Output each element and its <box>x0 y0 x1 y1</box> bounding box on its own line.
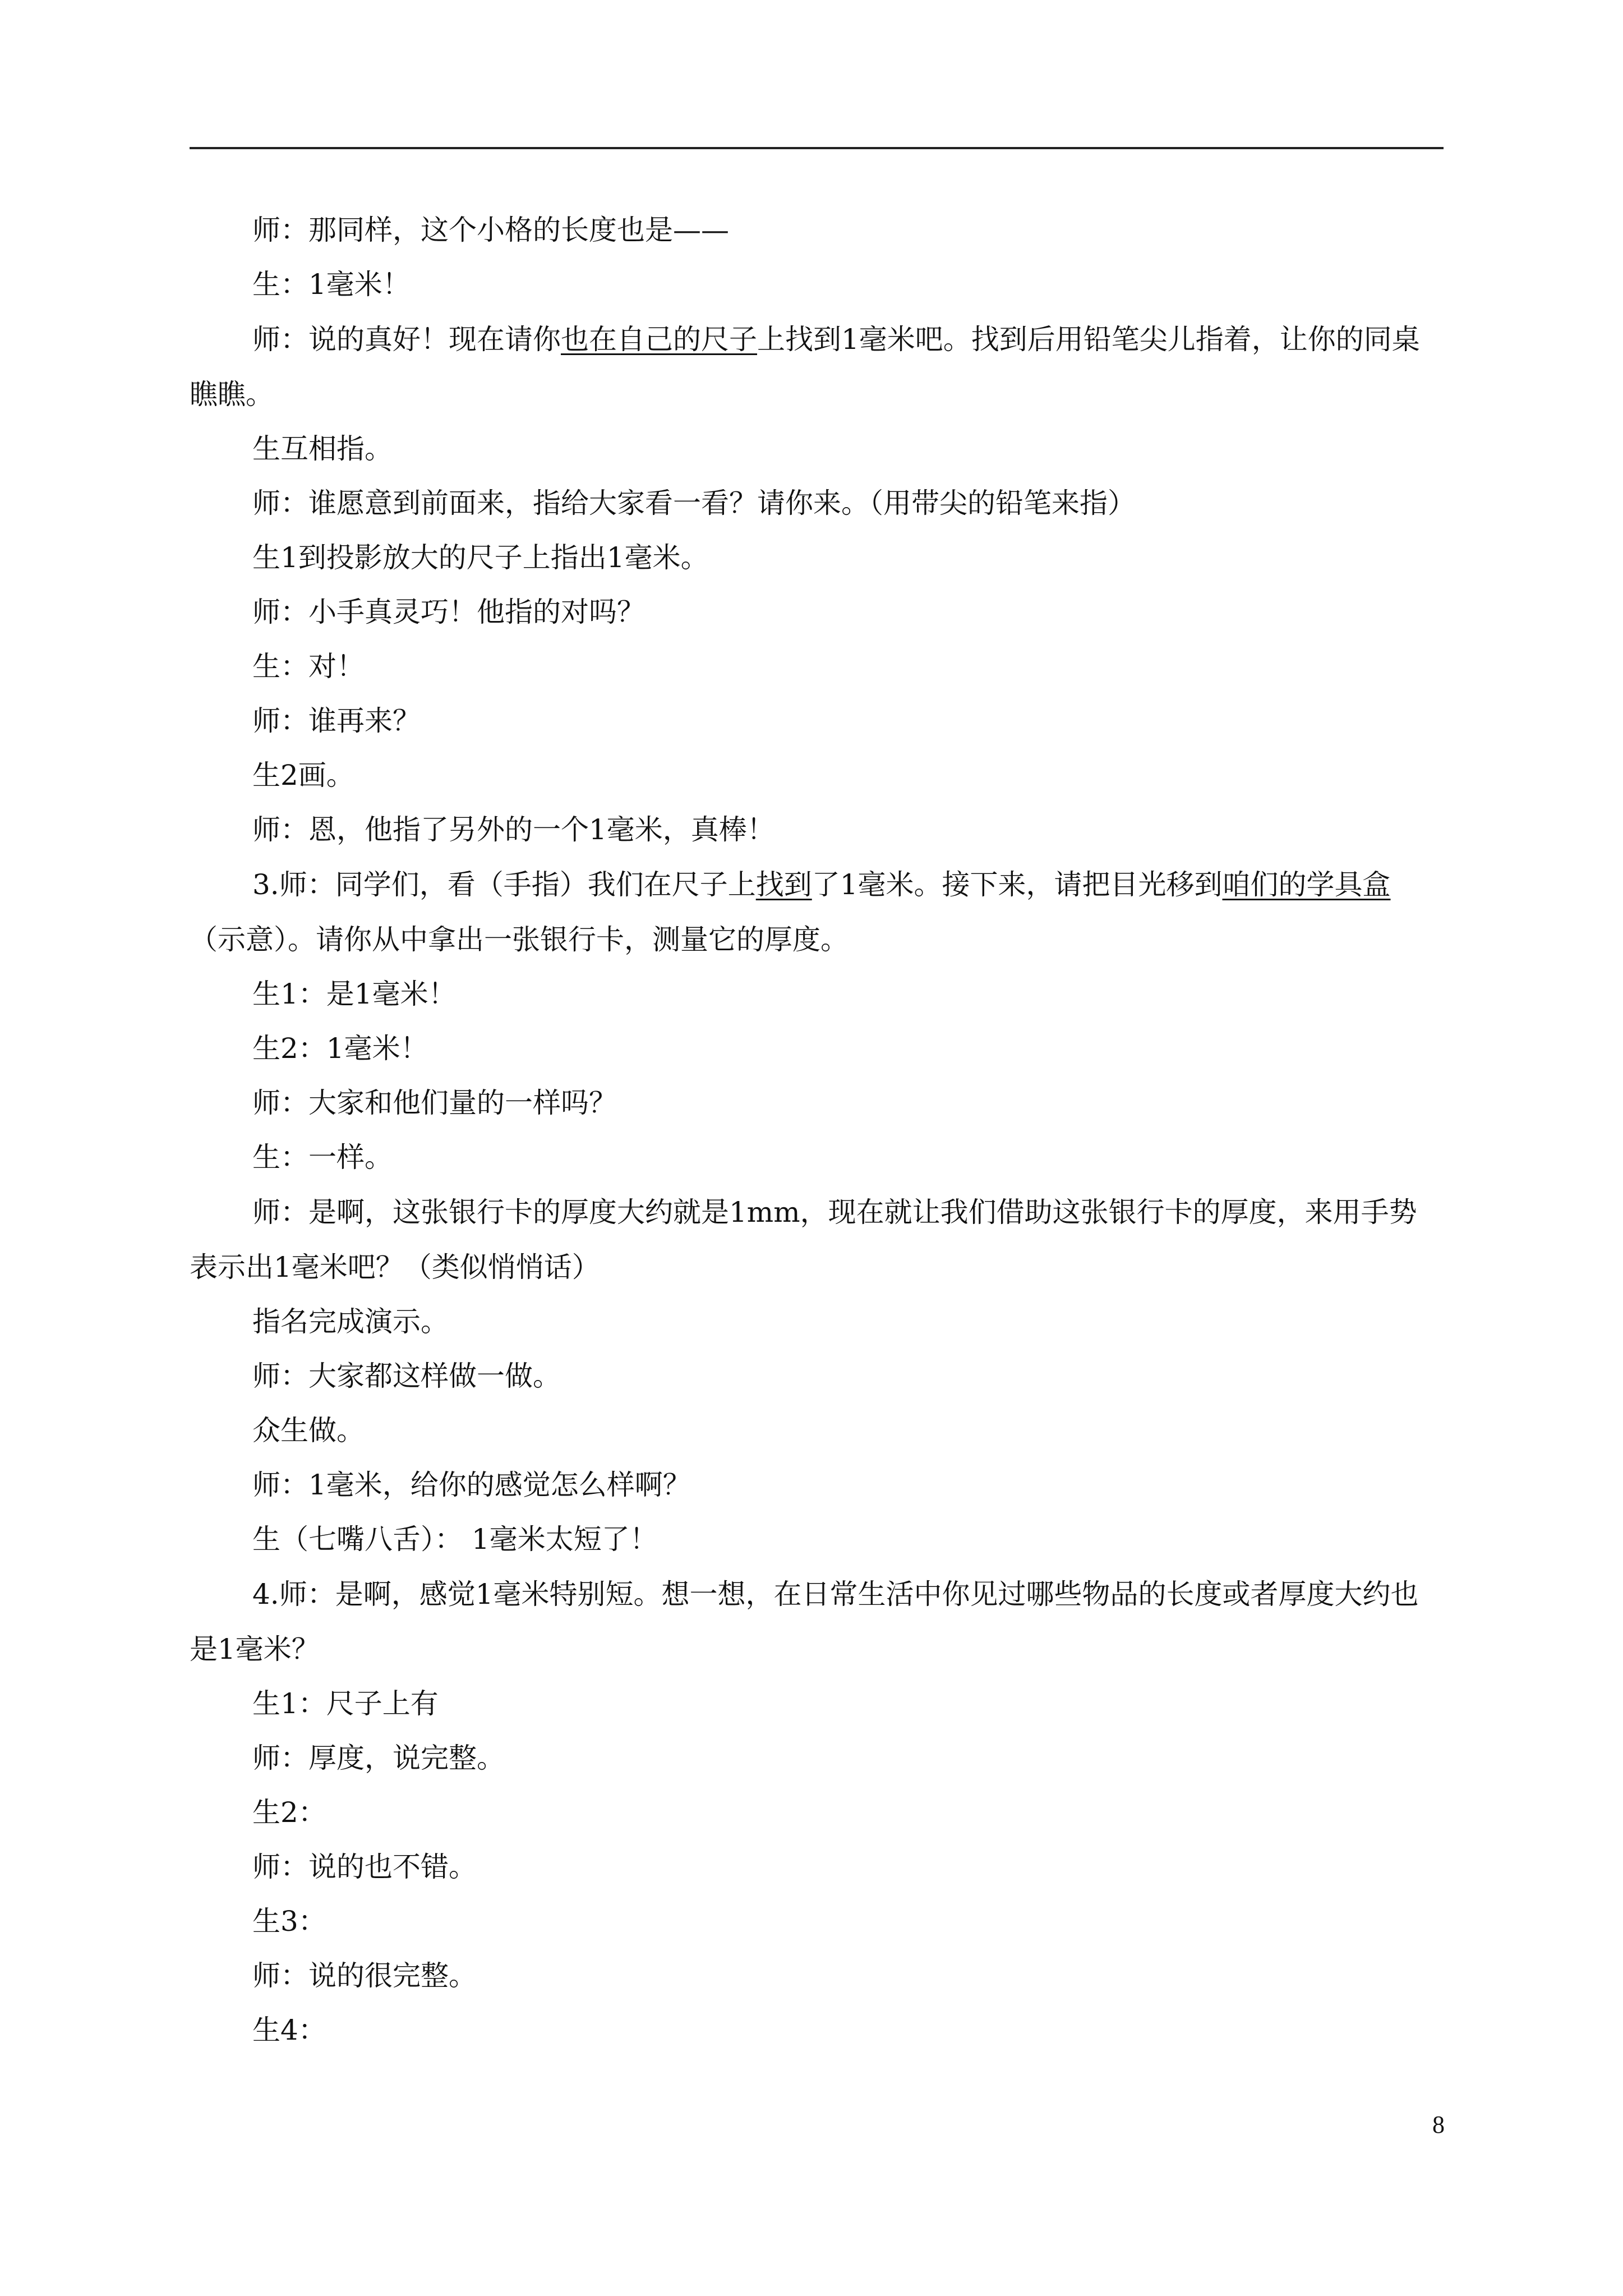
paragraph: 指名完成演示。 <box>252 1305 449 1338</box>
document-body <box>190 203 1440 2058</box>
paragraph: 生3： <box>252 1905 326 1938</box>
paragraph: 师：大家都这样做一做。 <box>252 1360 561 1392</box>
paragraph: 生：对！ <box>252 650 365 683</box>
paragraph: 师：是啊，这张银行卡的厚度大约就是1mm，现在就让我们借助这张银行卡的厚度，来用手势表示出1毫米吧？（类似悄悄话） <box>190 1196 1417 1283</box>
paragraph: 师：说的很完整。 <box>252 1959 477 1992</box>
paragraph: 师：恩，他指了另外的一个1毫米，真棒！ <box>252 813 775 846</box>
text-run: 了1毫米。接下来，请把目光移到 <box>811 868 1223 901</box>
paragraph: 师：厚度，说完整。 <box>252 1742 505 1774</box>
paragraph: 生1：是1毫米！ <box>252 978 457 1010</box>
paragraph: 生互相指。 <box>252 432 393 465</box>
paragraph: 生2：1毫米！ <box>252 1032 428 1065</box>
paragraph: 师：小手真灵巧！他指的对吗？ <box>252 596 645 628</box>
paragraph: 生4： <box>252 2014 326 2046</box>
paragraph <box>190 857 1440 967</box>
paragraph: 师：那同样，这个小格的长度也是—— <box>252 214 729 246</box>
header-rule <box>190 147 1444 149</box>
text-run: （示意）。请你从中拿出一张银行卡，测量它的厚度。 <box>190 923 849 956</box>
paragraph: 生（七嘴八舌）： 1毫米太短了！ <box>252 1523 658 1556</box>
paragraph <box>190 312 1440 422</box>
paragraph: 师：1毫米，给你的感觉怎么样啊？ <box>252 1469 691 1501</box>
paragraph: 生2画。 <box>252 759 354 792</box>
paragraph: 生：1毫米！ <box>252 268 411 301</box>
paragraph: 生2： <box>252 1796 326 1829</box>
page-number: 8 <box>1432 2111 1445 2138</box>
text-run: 上找到1毫米吧。找到后用铅笔尖儿指着，让你的同桌瞧瞧。 <box>190 323 1420 411</box>
paragraph: 师：说的也不错。 <box>252 1851 477 1883</box>
paragraph: 众生做。 <box>252 1414 365 1447</box>
underlined-text: 也在自己的尺子 <box>561 323 757 356</box>
paragraph: 4.师：是啊，感觉1毫米特别短。想一想，在日常生活中你见过哪些物品的长度或者厚度大约也是1毫米？ <box>190 1578 1419 1665</box>
paragraph: 生1：尺子上有 <box>252 1687 439 1720</box>
paragraph: 生：一样。 <box>252 1141 393 1174</box>
text-run: 师：说的真好！现在请你 <box>252 323 561 356</box>
underlined-text: 找到 <box>755 868 812 901</box>
underlined-text: 咱们的学具盒 <box>1222 868 1391 901</box>
paragraph: 师：大家和他们量的一样吗？ <box>252 1087 617 1119</box>
paragraph: 师：谁愿意到前面来，指给大家看一看？请你来。（用带尖的铅笔来指） <box>252 487 1136 519</box>
text-run: 3.师：同学们，看（手指）我们在尺子上 <box>252 868 756 901</box>
paragraph: 生1到投影放大的尺子上指出1毫米。 <box>252 541 709 574</box>
paragraph: 师：谁再来？ <box>252 705 421 737</box>
